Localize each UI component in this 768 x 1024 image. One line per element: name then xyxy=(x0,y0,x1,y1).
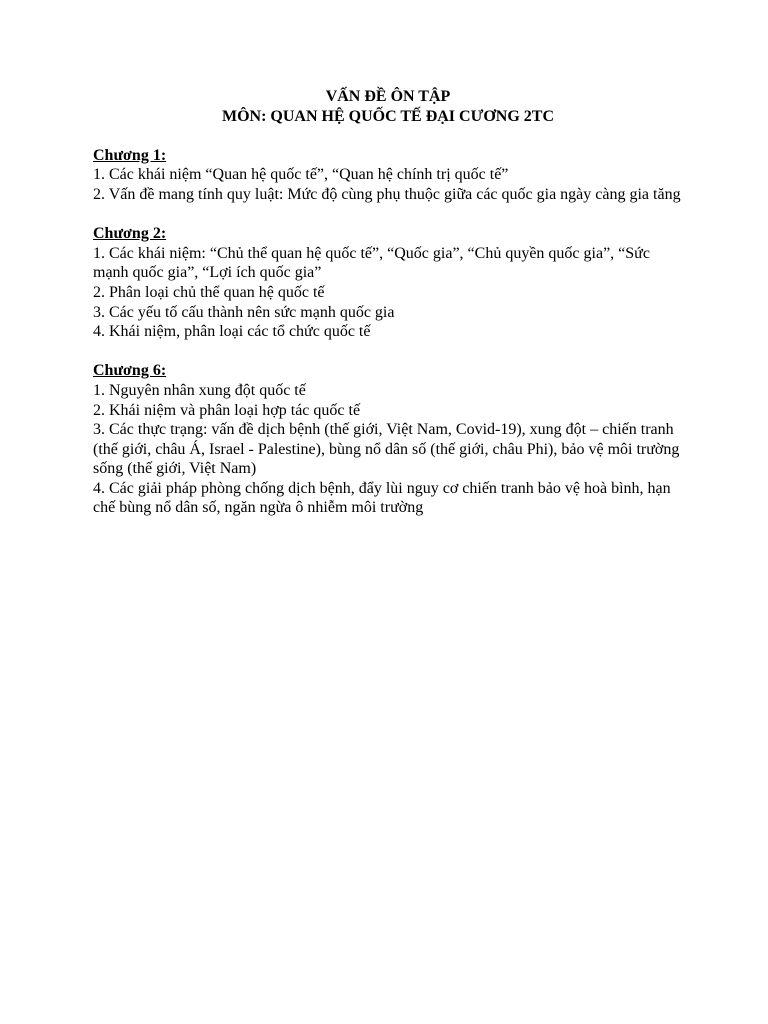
chapter-2-item-3: 3. Các yếu tố cấu thành nên sức mạnh quốc gia xyxy=(93,303,395,321)
chapter-2-section xyxy=(93,224,683,342)
chapter-6-section xyxy=(93,361,683,518)
chapter-6-item-3: 3. Các thực trạng: vấn đề dịch bệnh (thế giới, Việt Nam, Covid-19), xung đột – chiến tranh (thế giới, châu Á, Israel - Palestine), bùng nổ dân số (thế giới, châu Phi), bảo vệ môi trường sống (thế giới, Việt Nam) xyxy=(93,421,680,478)
chapter-1-item-2: 2. Vấn đề mang tính quy luật: Mức độ cùng phụ thuộc giữa các quốc gia ngày càng gia tăng xyxy=(93,185,681,203)
document-subtitle: MÔN: QUAN HỆ QUỐC TẾ ĐẠI CƯƠNG 2TC xyxy=(221,107,554,125)
chapter-1-heading: Chương 1: xyxy=(93,146,167,164)
chapter-1-section xyxy=(93,146,683,205)
chapter-6-heading: Chương 6: xyxy=(93,362,167,380)
chapter-2-item-4: 4. Khái niệm, phân loại các tổ chức quốc tế xyxy=(93,323,371,341)
chapter-6-item-4: 4. Các giải pháp phòng chống dịch bệnh, đẩy lùi nguy cơ chiến tranh bảo vệ hoà bình, hạn chế bùng nổ dân số, ngăn ngừa ô nhiễm môi trường xyxy=(93,479,671,517)
chapter-6-item-2: 2. Khái niệm và phân loại hợp tác quốc tế xyxy=(93,401,361,419)
chapter-2-item-2: 2. Phân loại chủ thể quan hệ quốc tế xyxy=(93,283,325,301)
chapter-1-item-1: 1. Các khái niệm “Quan hệ quốc tế”, “Quan hệ chính trị quốc tế” xyxy=(93,166,509,184)
chapter-6-item-1: 1. Nguyên nhân xung đột quốc tế xyxy=(93,381,306,399)
chapter-2-heading: Chương 2: xyxy=(93,225,167,243)
chapter-2-item-1: 1. Các khái niệm: “Chủ thể quan hệ quốc tế”, “Quốc gia”, “Chủ quyền quốc gia”, “Sức mạnh quốc gia”, “Lợi ích quốc gia” xyxy=(93,244,650,282)
document-title: VẤN ĐỀ ÔN TẬP xyxy=(325,88,451,105)
document-content xyxy=(93,87,683,518)
